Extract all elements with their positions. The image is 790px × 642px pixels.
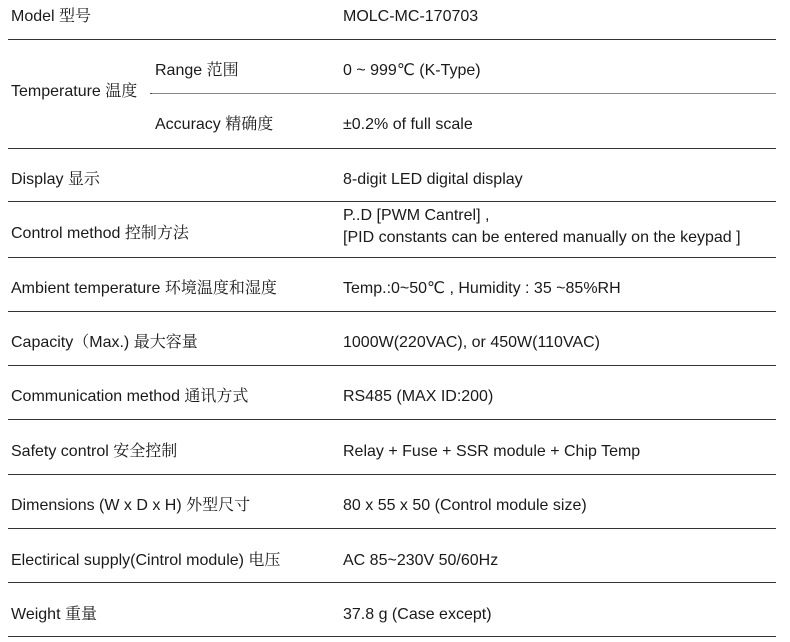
row-divider [8,365,776,366]
row-value-control-method-line-1: P..D [PWM Cantrel] , [343,207,490,224]
row-value-control-method-line-2: [PID constants can be entered manually on the keypad ] [343,229,741,246]
row-label-weight: Weight 重量 [11,606,97,623]
row-label-communication-method: Communication method 通讯方式 [11,388,249,405]
sub-row-divider [152,93,776,94]
row-divider [8,311,776,312]
row-divider [8,636,776,637]
sub-value-range: 0 ~ 999℃ (K-Type) [343,62,481,79]
row-value-dimensions: 80 x 55 x 50 (Control module size) [343,497,587,514]
row-value-capacity: 1000W(220VAC), or 450W(110VAC) [343,334,600,351]
row-value-ambient-temperature: Temp.:0~50℃ , Humidity : 35 ~85%RH [343,280,621,297]
row-label-display: Display 显示 [11,171,100,188]
row-divider [8,528,776,529]
row-label-dimensions: Dimensions (W x D x H) 外型尺寸 [11,497,251,514]
sub-label-range: Range 范围 [155,62,239,79]
row-divider [8,474,776,475]
row-value-communication-method: RS485 (MAX ID:200) [343,388,494,405]
row-label-temperature: Temperature 温度 [11,83,138,100]
row-label-capacity: Capacity（Max.) 最大容量 [11,334,198,351]
row-value-electrical-supply: AC 85~230V 50/60Hz [343,552,499,569]
sub-label-accuracy: Accuracy 精确度 [155,116,274,133]
row-divider [8,201,776,202]
row-value-display: 8-digit LED digital display [343,171,523,188]
row-divider [8,257,776,258]
row-label-safety-control: Safety control 安全控制 [11,443,178,460]
row-divider [8,419,776,420]
row-divider [8,39,776,40]
row-label-model: Model 型号 [11,8,92,25]
row-divider [8,148,776,149]
sub-value-accuracy: ±0.2% of full scale [343,116,473,133]
row-value-safety-control: Relay + Fuse + SSR module + Chip Temp [343,443,641,460]
row-divider [8,582,776,583]
row-value-model: MOLC-MC-170703 [343,8,479,25]
row-value-weight: 37.8 g (Case except) [343,606,492,623]
row-label-electrical-supply: Electirical supply(Cintrol module) 电压 [11,552,281,569]
row-label-ambient-temperature: Ambient temperature 环境温度和湿度 [11,280,277,297]
row-label-control-method: Control method 控制方法 [11,225,189,242]
